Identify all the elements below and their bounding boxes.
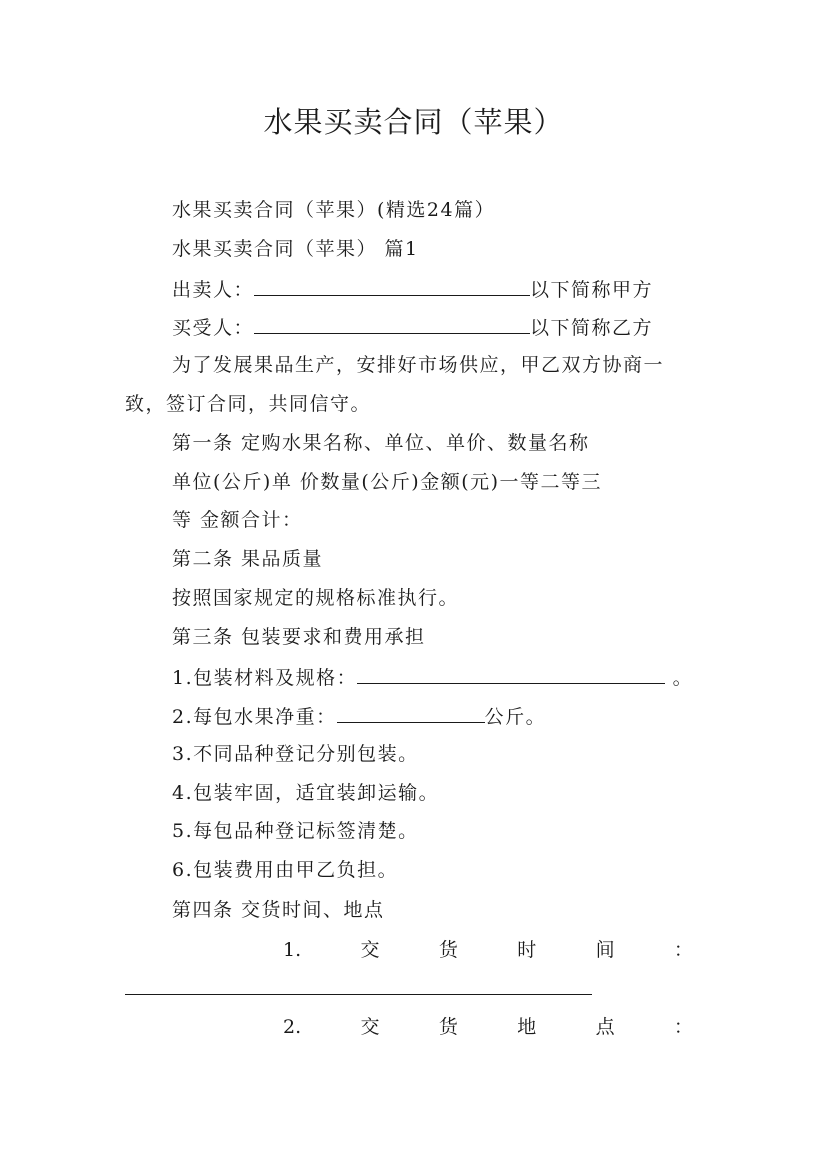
seller-label: 出卖人： xyxy=(172,279,255,301)
packaging-item-5: 5.每包品种登记标签清楚。 xyxy=(172,820,419,842)
table-header-line2: 等 金额合计： xyxy=(172,509,303,531)
packaging-material-suffix: 。 xyxy=(665,667,694,689)
delivery-place-part: 货 xyxy=(438,1016,458,1038)
buyer-label: 买受人： xyxy=(172,317,255,339)
piece-heading: 水果买卖合同（苹果） 篇1 xyxy=(172,238,419,260)
seller-blank xyxy=(254,275,530,296)
article-2-heading: 第二条 果品质量 xyxy=(172,548,324,570)
delivery-place-part: ： xyxy=(673,1016,693,1038)
article-1-heading: 第一条 定购水果名称、单位、单价、数量名称 xyxy=(172,432,590,454)
packaging-material-blank xyxy=(357,663,665,684)
buyer-line xyxy=(172,313,653,339)
article-3-heading: 第三条 包装要求和费用承担 xyxy=(172,626,426,648)
delivery-place-line xyxy=(283,1014,693,1040)
packaging-item-4: 4.包装牢固，适宜装卸运输。 xyxy=(172,782,440,804)
delivery-time-part: 1. xyxy=(283,939,302,961)
buyer-suffix: 以下简称乙方 xyxy=(530,317,654,339)
page-title: 水果买卖合同（苹果） xyxy=(263,105,564,139)
delivery-time-part: 间 xyxy=(595,939,615,961)
intro-paragraph-line2: 致，签订合同，共同信守。 xyxy=(125,393,372,415)
delivery-place-part: 地 xyxy=(517,1016,537,1038)
table-header-line1: 单位(公斤)单 价数量(公斤)金额(元)一等二等三 xyxy=(172,471,603,493)
delivery-time-part: 交 xyxy=(360,939,380,961)
article-4-heading: 第四条 交货时间、地点 xyxy=(172,899,385,921)
seller-suffix: 以下简称甲方 xyxy=(530,279,654,301)
document-subtitle: 水果买卖合同（苹果）(精选24篇） xyxy=(172,199,496,221)
net-weight-suffix: 公斤。 xyxy=(484,706,547,728)
net-weight-blank xyxy=(337,702,485,723)
delivery-time-part: 时 xyxy=(517,939,537,961)
net-weight-line xyxy=(172,702,546,728)
seller-line xyxy=(172,275,653,301)
packaging-item-3: 3.不同品种登记分别包装。 xyxy=(172,743,419,765)
delivery-time-part: 货 xyxy=(438,939,458,961)
delivery-place-part: 交 xyxy=(360,1016,380,1038)
article-2-text: 按照国家规定的规格标准执行。 xyxy=(172,587,460,609)
packaging-item-6: 6.包装费用由甲乙负担。 xyxy=(172,859,399,881)
buyer-blank xyxy=(254,313,530,334)
packaging-material-label: 1.包装材料及规格： xyxy=(172,667,358,689)
delivery-time-line xyxy=(283,937,693,963)
delivery-place-part: 2. xyxy=(283,1016,302,1038)
packaging-material-line xyxy=(172,663,693,689)
net-weight-label: 2.每包水果净重： xyxy=(172,706,337,728)
delivery-time-part: ： xyxy=(673,939,693,961)
intro-paragraph-line1: 为了发展果品生产，安排好市场供应，甲乙双方协商一 xyxy=(172,354,665,376)
delivery-time-blank xyxy=(125,994,592,995)
delivery-place-part: 点 xyxy=(595,1016,615,1038)
